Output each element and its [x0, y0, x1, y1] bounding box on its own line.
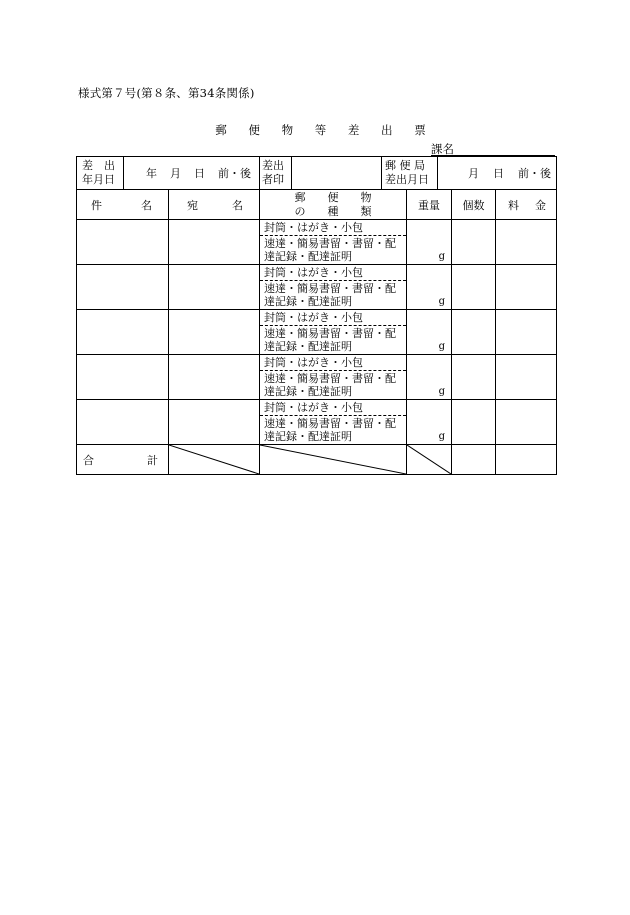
fee-cell[interactable] — [496, 400, 557, 445]
fee-cell[interactable] — [496, 355, 557, 400]
weight-cell[interactable]: g — [407, 220, 452, 265]
table-row — [77, 310, 557, 355]
col-header-addressee: 宛 名 — [169, 190, 260, 220]
column-header-row — [77, 190, 557, 220]
fee-cell[interactable] — [496, 310, 557, 355]
col-header-subject: 件 名 — [77, 190, 169, 220]
mail-type-cell[interactable]: 封筒・はがき・小包 速達・簡易書留・書留・配 達記録・配達証明 — [260, 265, 407, 310]
mail-type-cell[interactable]: 封筒・はがき・小包 速達・簡易書留・書留・配 達記録・配達証明 — [260, 310, 407, 355]
addressee-cell[interactable] — [169, 355, 260, 400]
weight-cell[interactable]: g — [407, 310, 452, 355]
diagonal-strike-line — [169, 445, 259, 474]
total-fee-cell[interactable] — [496, 445, 557, 475]
table-row — [77, 400, 557, 445]
subject-cell[interactable] — [77, 310, 169, 355]
addressee-cell[interactable] — [169, 400, 260, 445]
subject-cell[interactable] — [77, 400, 169, 445]
total-mail-type-void — [260, 445, 407, 475]
fee-cell[interactable] — [496, 220, 557, 265]
table-row — [77, 265, 557, 310]
col-header-mail-type: 郵 便 物 の 種 類 — [260, 190, 407, 220]
mail-type-cell[interactable]: 封筒・はがき・小包 速達・簡易書留・書留・配 達記録・配達証明 — [260, 400, 407, 445]
table-row — [77, 355, 557, 400]
mail-type-cell[interactable]: 封筒・はがき・小包 速達・簡易書留・書留・配 達記録・配達証明 — [260, 355, 407, 400]
sender-seal-field[interactable] — [292, 157, 382, 190]
count-cell[interactable] — [452, 355, 496, 400]
page-title: 郵 便 物 等 差 出 票 — [215, 123, 435, 137]
count-cell[interactable] — [452, 220, 496, 265]
total-count-cell[interactable] — [452, 445, 496, 475]
sender-seal-label: 差出 者印 — [260, 157, 292, 190]
send-date-field[interactable]: 年 月 日 前・後 — [124, 157, 260, 190]
count-cell[interactable] — [452, 265, 496, 310]
fee-cell[interactable] — [496, 265, 557, 310]
header-table — [76, 156, 557, 190]
mail-type-cell[interactable]: 封筒・はがき・小包 速達・簡易書留・書留・配 達記録・配達証明 — [260, 220, 407, 265]
col-header-weight: 重量 — [407, 190, 452, 220]
post-office-label: 郵 便 局 差出月日 — [382, 157, 438, 190]
total-label: 合 計 — [77, 445, 169, 475]
mail-items-table — [76, 189, 557, 475]
col-header-count: 個数 — [452, 190, 496, 220]
weight-cell[interactable]: g — [407, 400, 452, 445]
addressee-cell[interactable] — [169, 265, 260, 310]
subject-cell[interactable] — [77, 220, 169, 265]
weight-cell[interactable]: g — [407, 265, 452, 310]
total-addressee-void — [169, 445, 260, 475]
subject-cell[interactable] — [77, 265, 169, 310]
send-date-label: 差 出 年月日 — [77, 157, 124, 190]
addressee-cell[interactable] — [169, 310, 260, 355]
col-header-fee: 料 金 — [496, 190, 557, 220]
weight-cell[interactable]: g — [407, 355, 452, 400]
total-row — [77, 445, 557, 475]
addressee-cell[interactable] — [169, 220, 260, 265]
count-cell[interactable] — [452, 310, 496, 355]
total-weight-void — [407, 445, 452, 475]
form-number: 様式第７号(第８条、第34条関係) — [78, 86, 255, 100]
table-row — [77, 220, 557, 265]
section-name-field[interactable] — [431, 141, 555, 156]
post-office-date-field[interactable]: 月 日 前・後 — [438, 157, 557, 190]
diagonal-strike-line — [407, 445, 451, 474]
count-cell[interactable] — [452, 400, 496, 445]
diagonal-strike-line — [260, 445, 406, 474]
section-label: 課名 — [431, 142, 454, 156]
subject-cell[interactable] — [77, 355, 169, 400]
